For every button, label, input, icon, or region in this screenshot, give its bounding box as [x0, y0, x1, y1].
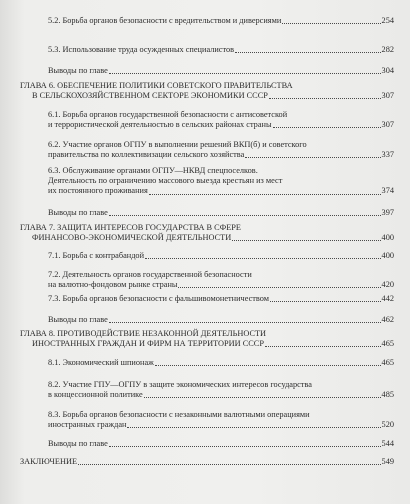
toc-page-number: 304 — [381, 66, 394, 75]
toc-entry-title-line: на валютно-фондовом рынке страны — [48, 280, 178, 290]
toc-page-number: 307 — [381, 120, 394, 130]
toc-page-number: 374 — [381, 186, 394, 196]
toc-page-number: 400 — [381, 251, 394, 260]
toc-entry-title-line: 5.2. Борьба органов безопасности с вредительством и диверсиями — [48, 16, 282, 25]
toc-section-entry — [48, 45, 394, 55]
toc-section-entry — [48, 66, 394, 76]
dot-leader — [109, 446, 381, 447]
toc-entry-title-line: 7.2. Деятельность органов государственной безопасности — [48, 270, 252, 279]
toc-page-number: 465 — [381, 339, 394, 349]
toc-chapter-entry — [20, 223, 394, 243]
toc-entry-title-line: ИНОСТРАННЫХ ГРАЖДАН И ФИРМ НА ТЕРРИТОРИИ СССР — [32, 339, 264, 349]
toc-page-number: 465 — [381, 358, 394, 367]
dot-leader — [109, 322, 381, 323]
toc-section-entry — [48, 140, 394, 160]
toc-entry-title-line: 8.1. Экономический шпионаж — [48, 358, 154, 367]
toc-entry-title-line: 6.2. Участие органов ОГПУ в выполнении решений ВКП(б) и советского — [48, 140, 307, 149]
toc-section-entry — [48, 294, 394, 304]
toc-entry-title-line: 7.1. Борьба с контрабандой — [48, 251, 145, 260]
toc-section-entry — [48, 110, 394, 130]
dot-leader — [109, 215, 381, 216]
dot-leader — [78, 464, 381, 465]
dot-leader — [109, 73, 381, 74]
toc-page-number: 544 — [381, 439, 394, 448]
toc-entry-title-line: 6.1. Борьба органов государственной безопасности с антисоветской — [48, 110, 288, 119]
toc-page-number: 549 — [381, 457, 394, 466]
toc-entry-title-line: ЗАКЛЮЧЕНИЕ — [20, 457, 78, 466]
toc-entry-title-line: иностранных граждан — [48, 420, 127, 430]
toc-section-entry — [48, 380, 394, 400]
toc-entry-title-line: ФИНАНСОВО-ЭКОНОМИЧЕСКОЙ ДЕЯТЕЛЬНОСТИ — [32, 233, 232, 243]
toc-section-entry — [48, 251, 394, 261]
dot-leader — [145, 258, 381, 259]
toc-entry-title-line: Деятельность по ограничению массового выезда крестьян из мест — [48, 176, 283, 186]
dot-leader — [144, 397, 381, 398]
toc-page-number: 420 — [381, 280, 394, 290]
toc-entry-title-line: в концессионной политике — [48, 390, 143, 400]
dot-leader — [282, 23, 380, 24]
dot-leader — [178, 287, 380, 288]
toc-section-entry — [48, 16, 394, 26]
toc-page-number: 254 — [381, 16, 394, 25]
toc-page-number: 520 — [381, 420, 394, 430]
toc-section-entry — [48, 166, 394, 197]
toc-page-number: 397 — [381, 208, 394, 217]
dot-leader — [265, 346, 381, 347]
toc-page-number: 400 — [381, 233, 394, 243]
toc-entry-title-line: ГЛАВА 8. ПРОТИВОДЕЙСТВИЕ НЕЗАКОННОЙ ДЕЯТЕЛЬНОСТИ — [20, 329, 267, 338]
toc-entry-title-line: В СЕЛЬСКОХОЗЯЙСТВЕННОМ СЕКТОРЕ ЭКОНОМИКИ СССР — [32, 91, 268, 101]
toc-entry-title-line: Выводы по главе — [48, 208, 108, 217]
dot-leader — [235, 52, 381, 53]
toc-page-number: 462 — [381, 315, 394, 324]
toc-entry-title-line: 5.3. Использование труда осужденных специалистов — [48, 45, 235, 54]
toc-page-number: 307 — [381, 91, 394, 101]
toc-entry-title-line: 8.2. Участие ГПУ—ОГПУ в защите экономических интересов государства — [48, 380, 312, 389]
toc-page-number: 485 — [381, 390, 394, 400]
toc-entry-title-line: ГЛАВА 6. ОБЕСПЕЧЕНИЕ ПОЛИТИКИ СОВЕТСКОГО ПРАВИТЕЛЬСТВА — [20, 81, 293, 90]
toc-entry-title-line: ГЛАВА 7. ЗАЩИТА ИНТЕРЕСОВ ГОСУДАРСТВА В СФЕРЕ — [20, 223, 241, 232]
toc-section-entry — [48, 208, 394, 218]
toc-entry-title-line: Выводы по главе — [48, 439, 108, 448]
toc-entry-title-line: 8.3. Борьба органов безопасности с незаконными валютными операциями — [48, 410, 310, 419]
dot-leader — [245, 157, 380, 158]
dot-leader — [273, 127, 381, 128]
dot-leader — [232, 240, 380, 241]
toc-chapter-entry — [20, 81, 394, 101]
toc-section-entry — [48, 270, 394, 290]
dot-leader — [269, 98, 381, 99]
toc-entry-title-line: Выводы по главе — [48, 315, 108, 324]
dot-leader — [270, 301, 381, 302]
dot-leader — [149, 194, 381, 195]
toc-entry-title-line: их постоянного проживания — [48, 186, 148, 196]
toc-chapter-entry — [20, 457, 394, 467]
toc-section-entry — [48, 358, 394, 368]
toc-entry-title-line: и террористической деятельностью в сельских районах страны — [48, 120, 272, 130]
toc-section-entry — [48, 410, 394, 430]
toc-page-number: 442 — [381, 294, 394, 303]
toc-entry-title-line: 7.3. Борьба органов безопасности с фальшивомонетничеством — [48, 294, 269, 303]
toc-entry-title-line: правительства по коллективизации сельского хозяйства — [48, 150, 245, 160]
toc-entry-title-line: Выводы по главе — [48, 66, 108, 75]
dot-leader — [127, 427, 380, 428]
toc-page-number: 282 — [381, 45, 394, 54]
toc-section-entry — [48, 315, 394, 325]
toc-page-number: 337 — [381, 150, 394, 160]
dot-leader — [155, 365, 381, 366]
toc-chapter-entry — [20, 329, 394, 349]
toc-entry-title-line: 6.3. Обслуживание органами ОГПУ—НКВД спецпоселков. — [48, 166, 258, 175]
toc-section-entry — [48, 439, 394, 449]
